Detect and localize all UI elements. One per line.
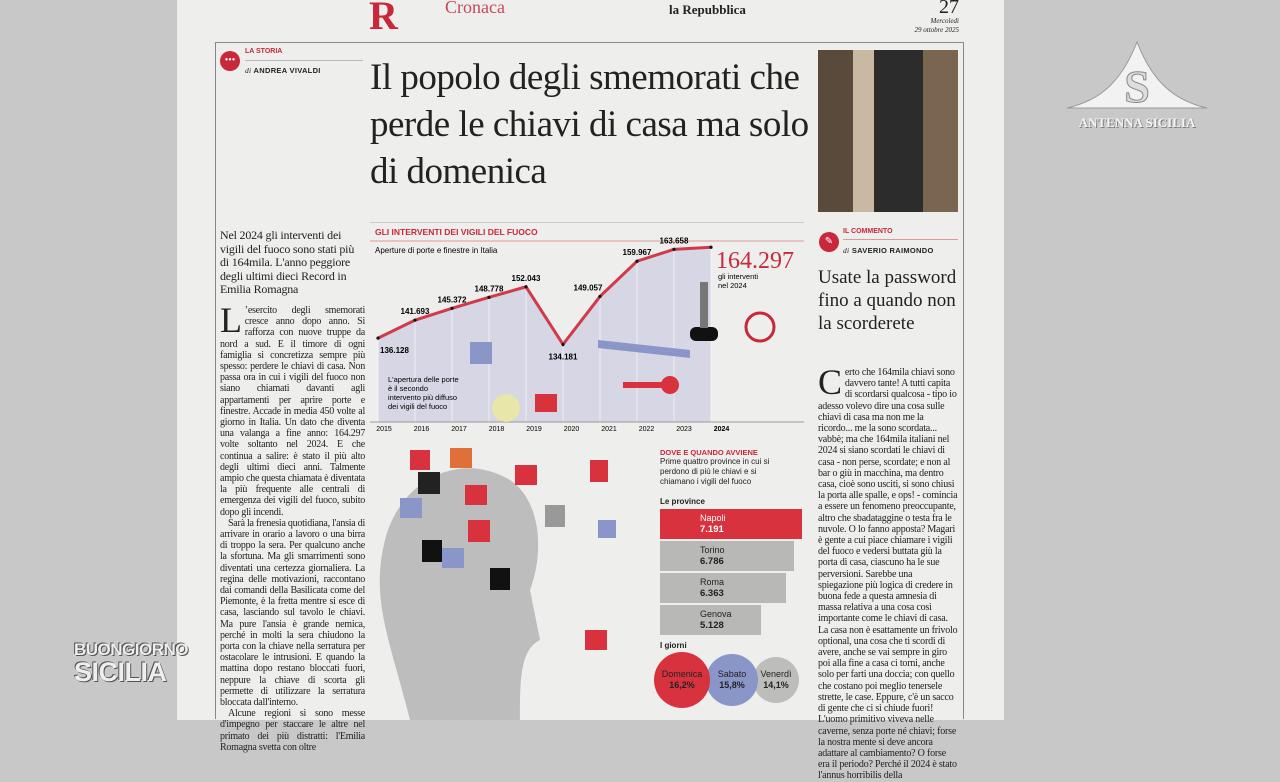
chart-title: GLI INTERVENTI DEI VIGILI DEL FUOCO — [375, 227, 538, 237]
key-decoration — [700, 282, 708, 328]
day-circle-2: Venerdì 14,1% — [753, 657, 799, 703]
story-summary: Nel 2024 gli interventi dei vigili del fuoco sono stati più di 164mila. L'anno peggiore degli ultimi dieci Record in Emilia Romagna — [220, 228, 355, 297]
data-label-2017: 145.372 — [437, 295, 467, 305]
x-tick-2023: 2023 — [676, 426, 692, 433]
province-bar-genova: Genova 5.128 — [660, 605, 761, 635]
repubblica-logo: R — [369, 0, 398, 38]
circle-decoration — [492, 394, 520, 422]
data-point-2017 — [450, 307, 453, 310]
chart-annotation: dei vigili del fuoco — [388, 402, 448, 411]
x-tick-2016: 2016 — [413, 426, 430, 433]
comment-kicker: IL COMMENTO — [843, 228, 893, 235]
divider — [245, 60, 363, 61]
x-tick-2015: 2015 — [376, 426, 392, 433]
firefighter-photo — [818, 50, 958, 212]
comment-byline: di SAVERIO RAIMONDO — [843, 246, 934, 255]
highlight-caption-2: nel 2024 — [718, 281, 747, 290]
provinces-bars — [660, 509, 805, 639]
interventions-chart — [370, 222, 804, 435]
key-decoration — [690, 327, 718, 341]
x-tick-2017: 2017 — [451, 426, 467, 433]
data-label-2015: 136.128 — [380, 346, 409, 356]
head-puzzle-illustration — [370, 440, 655, 720]
data-point-2024 — [709, 246, 712, 249]
svg-text:S: S — [1124, 61, 1150, 110]
puzzle-piece-decoration — [470, 342, 492, 364]
data-point-2022 — [635, 260, 638, 263]
x-tick-2024: 2024 — [713, 426, 730, 433]
data-point-2021 — [598, 295, 601, 298]
divider — [843, 239, 958, 240]
x-tick-2020: 2020 — [563, 426, 580, 433]
buongiorno-sicilia-logo: BUONGIORNO SICILIA — [74, 640, 188, 687]
data-label-2020: 134.181 — [548, 352, 578, 362]
newspaper-page — [177, 0, 1004, 782]
story-column — [220, 229, 365, 753]
page-number: 27 — [939, 0, 959, 18]
story-body: L ’esercito degli smemorati cresce anno dopo anno. Si rafforza con nuove truppe da nord a sud. E il timore di ogni famiglia si concretizza sempre più spesso: perdere le chiavi di casa. Non passa ora in cui i vigili del fuoco non siano chiamati davanti agli appartamenti per aprire porte e finestre. Accade in media 450 volte al giorno in Italia. Un dato che diventa una valanga a fine anno: 164.297 volte soltanto nel 2024. E che continua a salire: è stato il più alto degli ultimi dieci anni. Talmente ampio che questa chiamata è diventata la più frequente alle centrali di emergenza dei vigili del fuoco, subito dopo gli incendi. Sarà la frenesia quotidiana, l'ansia di arrivare in orario a lavoro o una birra di troppo la sera. Per qualcuno anche la sfortuna. Ma gli smarrimenti sono diventati una certezza giornaliera. La regina delle motivazioni, raccontano dai comandi della Basilicata come del Piemonte, è la fretta mentre si esce di casa, lasciando sul tavolo le chiavi. Ma pure l'ansia è grande nemica, perché in molti la sera chiudono la porta con la chiave nella serratura per ostacolare le intrusioni. E quando la mattina dopo restano bloccati fuori, neppure la chiave di scorta gli permette di utilizzare la serratura bloccata dall'interno. Alcune regioni si sono messe d'impegno per staccare le altre nel primato dei più distratti: l'Emilia Romagna svetta con oltre — [220, 299, 365, 753]
data-label-2021: 149.057 — [573, 283, 603, 293]
where-when-panel: DOVE E QUANDO AVVIENE Prime quattro province in cui si perdono di più le chiavi e si chiamano i vigili del fuoco Le province Napoli 7.191 Torino 6.786 Roma 6.363 Genova 5.128 I giorni Domenica 16,2% Sabato 15,8% Venerdì 14,1% — [660, 440, 805, 720]
province-bar-napoli: Napoli 7.191 — [660, 509, 802, 539]
comment-body: Certo che 164mila chiavi sono davvero tante! A tutti capita di scordarsi qualcosa - tipo io adesso volevo dire una cosa sulle chiavi di casa ma non me la ricordo... me la sono scordata... vabbè; ma che 164mila italiani nel 2024 si siano scordati le chiavi di casa - non perse, scordate; e non al bar o giù in macchina, ma dentro casa, cioè sono usciti, si sono chiusi la porta alle spalle, e ops! - comincia a essere un fenomeno preoccupante, altro che sbadataggine o testa fra le nuvole. O lo fanno apposta? Magari è gente a cui piace chiamare i vigili del fuoco e vedersi buttata giù la porta di casa, ciascuno ha le sue perversioni. Sarebbe una spiegazione più logica di credere in buona fede a questa amnesia di massa relativa a una cosa così importante come le chiavi di casa. La casa non è esattamente un frivolo optional, una cosa che ti scordi di avere, anche se vai sempre in giro poi alla fine a casa ci torni, anche solo per farti una doccia; con quello che costano poi meglio tenersele strette, le case. Eppure, c'è un sacco di gente che ci si chiude fuori! L'uomo primitivo viveva nelle caverne, senza porte né chiavi; forse la nostra mente si deve ancora adattare al cambiamento? O forse era il periodo? Perché il 2024 è stato l'annus horribilis della — [818, 362, 958, 782]
x-tick-2018: 2018 — [488, 426, 505, 433]
day-circle-1: Sabato 15,8% — [706, 654, 758, 706]
puzzle-piece-decoration — [535, 394, 557, 412]
data-label-2018: 148.778 — [474, 284, 504, 294]
highlight-caption-1: gli interventi — [718, 272, 759, 281]
data-point-2019 — [524, 285, 527, 288]
story-icon: ••• — [220, 51, 240, 71]
story-byline: di ANDREA VIVALDI — [245, 66, 321, 75]
province-bar-roma: Roma 6.363 — [660, 573, 786, 603]
antenna-sicilia-logo: S ANTENNA SICILIA — [1062, 40, 1212, 130]
data-point-2020 — [561, 343, 564, 346]
story-kicker: LA STORIA — [245, 48, 283, 55]
comment-title: Usate la password fino a quando non la scorderete — [818, 267, 957, 334]
key-decoration — [661, 376, 679, 394]
x-tick-2019: 2019 — [526, 426, 542, 433]
chart-subtitle: Aperture di porte e finestre in Italia — [375, 246, 498, 255]
chart-annotation: è il secondo — [388, 384, 429, 393]
province-bar-torino: Torino 6.786 — [660, 541, 794, 571]
chart-annotation: L'apertura delle porte — [388, 375, 459, 384]
headline: Il popolo degli smemorati che perde le chiavi di casa ma solo di domenica — [370, 57, 809, 192]
day-circle-0: Domenica 16,2% — [654, 652, 710, 708]
x-tick-2021: 2021 — [601, 426, 617, 433]
masthead: la Repubblica — [669, 2, 746, 17]
data-label-2016: 141.693 — [400, 307, 430, 317]
days-circles — [660, 650, 805, 708]
data-point-2016 — [413, 319, 416, 322]
keyring-decoration — [746, 313, 774, 341]
data-label-2023: 163.658 — [659, 236, 689, 246]
issue-date: Mercoledì 29 ottobre 2025 — [914, 17, 959, 34]
data-point-2023 — [672, 248, 675, 251]
data-label-2019: 152.043 — [511, 273, 541, 283]
data-label-2022: 159.967 — [622, 248, 652, 258]
comment-icon: ✎ — [819, 232, 839, 252]
highlight-value: 164.297 — [716, 248, 794, 274]
section-name: Cronaca — [445, 0, 505, 17]
x-tick-2022: 2022 — [638, 426, 655, 433]
chart-annotation: intervento più diffuso — [388, 393, 458, 402]
data-point-2018 — [487, 296, 490, 299]
data-point-2015 — [376, 337, 379, 340]
